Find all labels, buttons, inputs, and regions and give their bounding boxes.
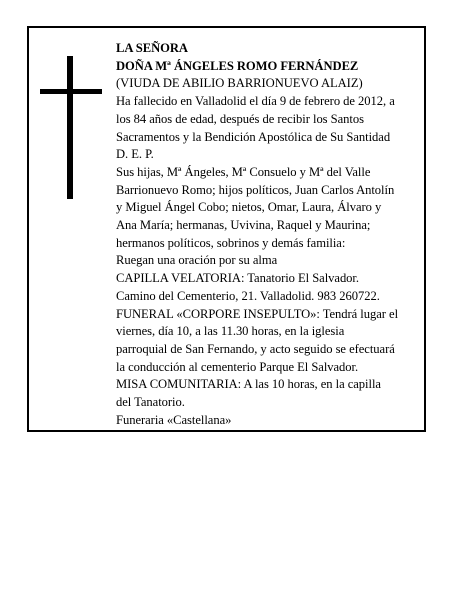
- notice-line-death-1: Ha fallecido en Valladolid el día 9 de febrero de 2012, a: [116, 94, 395, 109]
- notice-line-rip: D. E. P.: [116, 147, 154, 162]
- notice-line-family-1: Sus hijas, Mª Ángeles, Mª Consuelo y Mª del Valle: [116, 164, 371, 179]
- notice-line-chapel-2: Camino del Cementerio, 21. Valladolid. 983 260722.: [116, 288, 380, 303]
- notice-title: LA SEÑORA: [116, 41, 188, 55]
- notice-line-mass-2: del Tanatorio.: [116, 395, 185, 410]
- notice-line-family-5: hermanos políticos, sobrinos y demás familia:: [116, 235, 346, 250]
- notice-line-funeral-1: FUNERAL «CORPORE INSEPULTO»: Tendrá lugar el: [116, 306, 399, 321]
- notice-line-funeral-3: parroquial de San Fernando, y acto seguido se efectuará: [116, 341, 395, 356]
- notice-line-chapel-1: CAPILLA VELATORIA: Tanatorio El Salvador.: [116, 271, 359, 286]
- notice-line-widow: (VIUDA DE ABILIO BARRIONUEVO ALAIZ): [116, 76, 363, 91]
- cross-horizontal-bar: [40, 89, 102, 94]
- notice-line-family-2: Barrionuevo Romo; hijos políticos, Juan Carlos Antolín: [116, 182, 395, 197]
- notice-text: [116, 40, 426, 429]
- notice-line-funeral-4: la conducción al cementerio Parque El Salvador.: [116, 359, 359, 374]
- notice-line-mass-1: MISA COMUNITARIA: A las 10 horas, en la capilla: [116, 377, 381, 392]
- notice-line-death-3: Sacramentos y la Bendición Apostólica de Su Santidad: [116, 129, 391, 144]
- obituary-notice: [27, 26, 426, 432]
- cross-vertical-bar: [67, 56, 73, 199]
- notice-line-funeral-2: viernes, día 10, a las 11.30 horas, en la iglesia: [116, 324, 345, 339]
- notice-line-prayer: Ruegan una oración por su alma: [116, 253, 278, 268]
- deceased-name: DOÑA Mª ÁNGELES ROMO FERNÁNDEZ: [116, 58, 359, 73]
- notice-line-funeral-home: Funeraria «Castellana»: [116, 412, 232, 427]
- notice-line-death-2: los 84 años de edad, después de recibir los Santos: [116, 111, 364, 126]
- cross-icon: [40, 56, 102, 199]
- notice-line-family-4: Ana María; hermanas, Uvivina, Raquel y Maurina;: [116, 218, 371, 233]
- notice-line-family-3: y Miguel Ángel Cobo; nietos, Omar, Laura, Álvaro y: [116, 200, 382, 215]
